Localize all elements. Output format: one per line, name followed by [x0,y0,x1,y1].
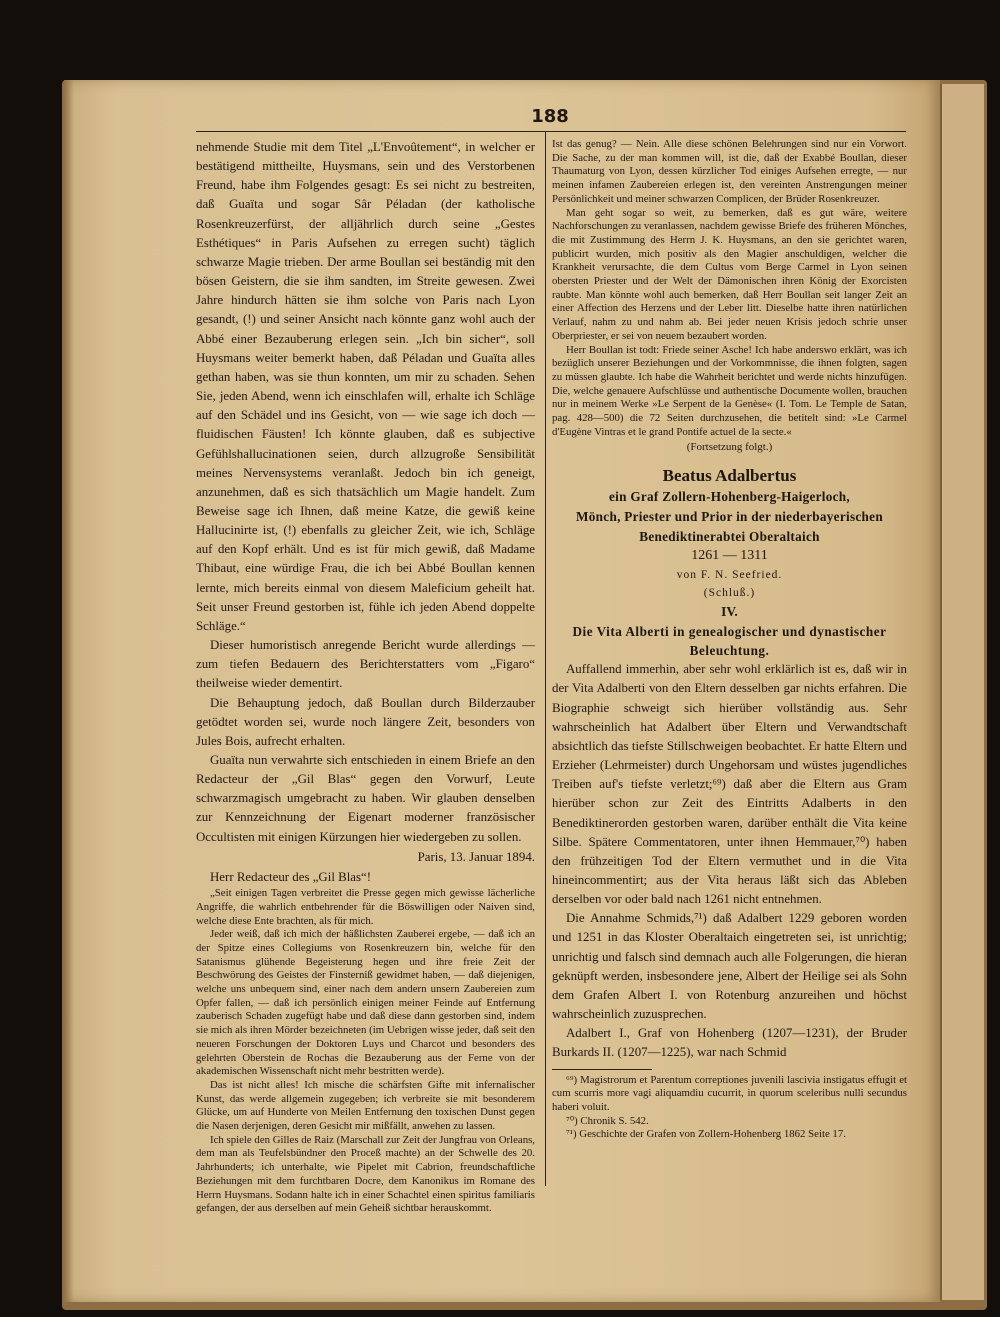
right-column [552,138,907,1142]
letter-paragraph: Das ist nicht alles! Ich mische die schärfsten Gifte mit infernalischer Kunst, das werde allgemein zugegeben; ich verbreite sie mit besonderem Glücke, um auf Hunderte von Meilen Entfernung den toxischen Dunst gegen die Nasen derjenigen, deren Gesicht mir mißfällt, anwehen zu lassen. [196,1078,535,1133]
letter-paragraph: Herr Boullan ist todt: Friede seiner Asche! Ich habe anderswo erklärt, was ich bezüglich unserer Beziehungen und der Vorkommnisse, die ihnen folgten, sagen zu müssen glaubte. Ich habe die Wahrheit berichtet und werde nichts hinzufügen. Die, welche genauere Aufschlüsse und authentische Documente wollen, brauchen nur in meinem Werke »Le Serpent de la Genèse« (I. Tom. Le Temple de Satan, pag. 428—500) die 72 Seiten durchzusehen, die betitelt sind: »Le Carmel d'Eugène Vintras et le grand Pontife actuel de la secte.« [552,343,907,438]
article-subtitle: Mönch, Priester und Prior in der niederbayerischen Benediktinerabtei Oberaltaich [576,509,883,544]
body-paragraph: Die Annahme Schmids,⁷¹) daß Adalbert 1229 geboren worden und 1251 in das Kloster Oberaltaich eingetreten sei, ist unrichtig; unrichtig und falsch sind demnach auch alle Folgerungen, die hieran geknüpft werden, insbesondere jene, Albert der Heilige sei als Sohn dem Grafen Albert I. von Rotenburg anzureihen und höchst wahrscheinlich zuzusprechen. [552,911,907,1022]
body-paragraph: Dieser humoristisch anregende Bericht wurde allerdings — zum tiefen Bedauern des Berichterstatters vom „Figaro“ theilweise wieder dementirt. [196,638,535,691]
body-paragraph: Die Behauptung jedoch, daß Boullan durch Bilderzauber getödtet worden sei, wurde noch längere Zeit, besonders von Jules Bois, aufrecht erhalten. [196,695,535,748]
article-author: von F. N. Seefried. [676,569,783,582]
footnote: ⁷⁰) Chronik S. 542. [566,1114,649,1127]
body-paragraph: Auffallend immerhin, aber sehr wohl erklärlich ist es, daß wir in der Vita Adalberti von den Eltern desselben gar nichts erfahren. Die Biographie schweigt sich hierüber vollständig aus. Sehr wahrscheinlich hat Adalbert über Eltern und Verwandtschaft absichtlich das tiefste Stillschweigen beobachtet. Er hatte Eltern und Erzieher (Lehrmeister) durch Ungehorsam und wüstes jugendliches Treiben auf's tiefste verletzt;⁶⁹) daß aber die Eltern aus Gram hierüber schon zur Zeit des Eintritts Adalberts in den Benediktinerorden gestorben waren, darüber enthält die Vita keine Silbe. Spätere Commentatoren, unter ihnen Hemmauer,⁷⁰) haben den frühzeitigen Tod der Eltern vermuthet und in die Vita hineincommentirt; aus der Vita heraus läßt sich das Ableben derselben vor oder bald nach 1261 nicht entnehmen. [552,662,907,907]
chapter-number: IV. [721,604,738,620]
footnote: ⁷¹) Geschichte der Grafen von Zollern-Hohenberg 1862 Seite 17. [566,1128,846,1141]
letter-paragraph: Jeder weiß, daß ich mich der häßlichsten Zauberei ergebe, — daß ich an der Spitze eines Collegiums von Rosenkreuzern bin, welche für den Satanismus glühende Begeisterung hegen und ihre freie Zeit der Beschwörung des Geistes der Finsterniß gewidmet haben, — daß diejenigen, welche uns unbequem sind, einer nach dem andern unsern Zaubereien zum Opfer fallen, — daß ich persönlich einigen meiner Feinde auf Entfernung zauberisch Schaden zugefügt habe und daß diese dann gestorben sind, indem sie mich als ihren Mörder bezeichneten (im Uebrigen wisse jeder, daß seit den neueren Forschungen der Doktoren Luys und Charcot und besonders des gelehrten Oberstein de Rochas die Bezauberung aus der Ferne von der akademischen Wissenschaft nicht mehr bestritten werde). [196,928,535,1078]
article-subtitle: ein Graf Zollern-Hohenberg-Haigerloch, [608,489,851,505]
page-gutter-shadow [64,80,74,1302]
body-paragraph: Guaïta nun verwahrte sich entschieden in einem Briefe an den Redacteur der „Gil Blas“ gegen den Vorwurf, Leute schwarzmagisch umgebracht zu haben. Wir glauben denselben zur Kennzeichnung der Eigenart moderner französischer Occultisten mit einigen Kürzungen hier wiedergeben zu sollen. [196,753,535,844]
letter-paragraph: Ist das genug? — Nein. Alle diese schönen Belehrungen sind nur ein Vorwort. Die Sache, zu der man kommen will, ist die, daß der Exabbé Boullan, dieser Thaumaturg von Lyon, dessen kürzlicher Tod einiges Aufsehen erregte, — nur meinen infamen Zaubereien erlegen ist, den vereinten Anstrengungen meiner Persönlichkeit und meiner schwarzen Complicen, der Brüder Rosenkreuzer. [552,138,907,205]
chapter-title: Die Vita Alberti in genealogischer und dynastischer Beleuchtung. [572,624,887,659]
article-part: (Schluß.) [703,587,756,600]
letter-paragraph: Ich spiele den Gilles de Raiz (Marschall zur Zeit der Jungfrau von Orleans, dem man als Teufelsbündner den Proceß machte) an der Schwelle des 20. Jahrhunderts; ich unterhalte, wie Pipelet mit Cabrion, freundschaftliche Beziehungen mit dem furchtbaren Docre, dem Kanonikus im Romane des Herrn Huysmans. Sodann halte ich in einer Schachtel einen spiritus familiaris gefangen, der aus derselben auf mein Geheiß sichtbar herauskommt. [196,1133,535,1215]
footnote: ⁶⁹) Magistrorum et Parentum correptiones juvenili lascivia instigatus effugit et cum scurris more vagi aliquamdiu cucurrit, in quorum sceleribus nulli secundus haberi voluit. [552,1073,907,1113]
body-paragraph: nehmende Studie mit dem Titel „L'Envoûtement“, in welcher er bestätigend mittheilte, Huysmans, sein und des Verstorbenen Freund, habe ihm Folgendes gesagt: Es sei nicht zu bestreiten, daß Guaïta und sogar Sâr Péladan (der katholische Rosenkreuzerfürst, der alljährlich durch seine „Gestes Esthétiques“ in Paris Aufsehen zu erregen sucht) täglich schwarze Magie trieben. Der arme Boullan sei beständig mit den bösen Geistern, die sie ihm sandten, im Streite gewesen. Zwei Jahre hindurch hätten sie ihm solche von Paris nach Lyon gesandt, (!) und seiner Ansicht nach könnte ganz wohl auch der Abbé einer Bezauberung erlegen sein. „Ich bin sicher“, soll Huysmans weiter bemerkt haben, daß Péladan und Guaïta alles gethan haben, was sie thun konnten, um mir zu schaden. Sehen Sie, jeden Abend, wenn ich einschlafen will, erhalte ich Schläge auf den Schädel und ins Gesicht, von — wie sage ich doch — fluidischen Fäusten! Ich könnte glauben, daß es subjective Gefühlshallucinationen seien, durch allzugroße Sensibilität meines Nervensystems veranlaßt. Jedoch bin ich geneigt, anzunehmen, daß es sich thatsächlich um Magie handelt. Zum Beweise sage ich Ihnen, daß meine Katze, die gewiß keine Hallucinirte ist, (!) ebenfalls zu gleicher Zeit, wie ich, Schläge auf den Kopf erhält. Und es ist für mich gewiß, daß Madame Thibaut, eine würdige Frau, die ich bei Abbé Boullan kennen lernte, mich bereits einmal von diesem Maleficium geheilt hat. Seit unser Freund gestorben ist, fühle ich jeden Abend doppelte Schläge.“ [196,140,535,633]
letter-salutation: Herr Redacteur des „Gil Blas“! [210,869,372,884]
continued-note: (Fortsetzung folgt.) [686,441,773,454]
letter-date: Paris, 13. Januar 1894. [417,849,535,864]
footnote-rule [552,1069,652,1070]
article-title: Beatus Adalbertus [662,466,797,486]
header-rule [196,131,906,132]
left-column [196,138,535,1216]
column-divider [545,131,546,1186]
letter-paragraph: Man geht sogar so weit, zu bemerken, daß es gut wäre, weitere Nachforschungen zu veranlassen, nachdem gewisse Briefe des früheren Mönches, die mit Zustimmung des Herrn J. K. Huysmans, an den sie gerichtet waren, publicirt wurden, mich positiv als den Magier anschuldigen, welcher die Krankheit verursachte, die dem Cultus vom Berge Carmel in Lyon seinen obersten Priester und der Welt der Dämonischen ihren König der Exorcisten raubte. Man könnte wohl auch bemerken, daß Herr Boullan seit langer Zeit an einer Affection des Herzens und der Leber litt. Dieselbe hatte ihren natürlichen Verlauf, nahm zu und nahm ab. Bei jeder neuen Krisis jedoch schrie unser Oberpriester, er sei von neuem bezaubert worden. [552,206,907,342]
article-years: 1261 — 1311 [691,548,768,564]
next-page-edge [940,84,984,1300]
body-paragraph: Adalbert I., Graf von Hohenberg (1207—1231), der Bruder Burkards II. (1207—1225), war nach Schmid [552,1026,907,1060]
page-number: 188 [531,106,569,127]
letter-paragraph: „Seit einigen Tagen verbreitet die Presse gegen mich gewisse lächerliche Angriffe, die wahrlich entbehrender für die Böswilligen oder Naiven sind, welche diese Ente brachten, als für mich. [196,887,535,927]
